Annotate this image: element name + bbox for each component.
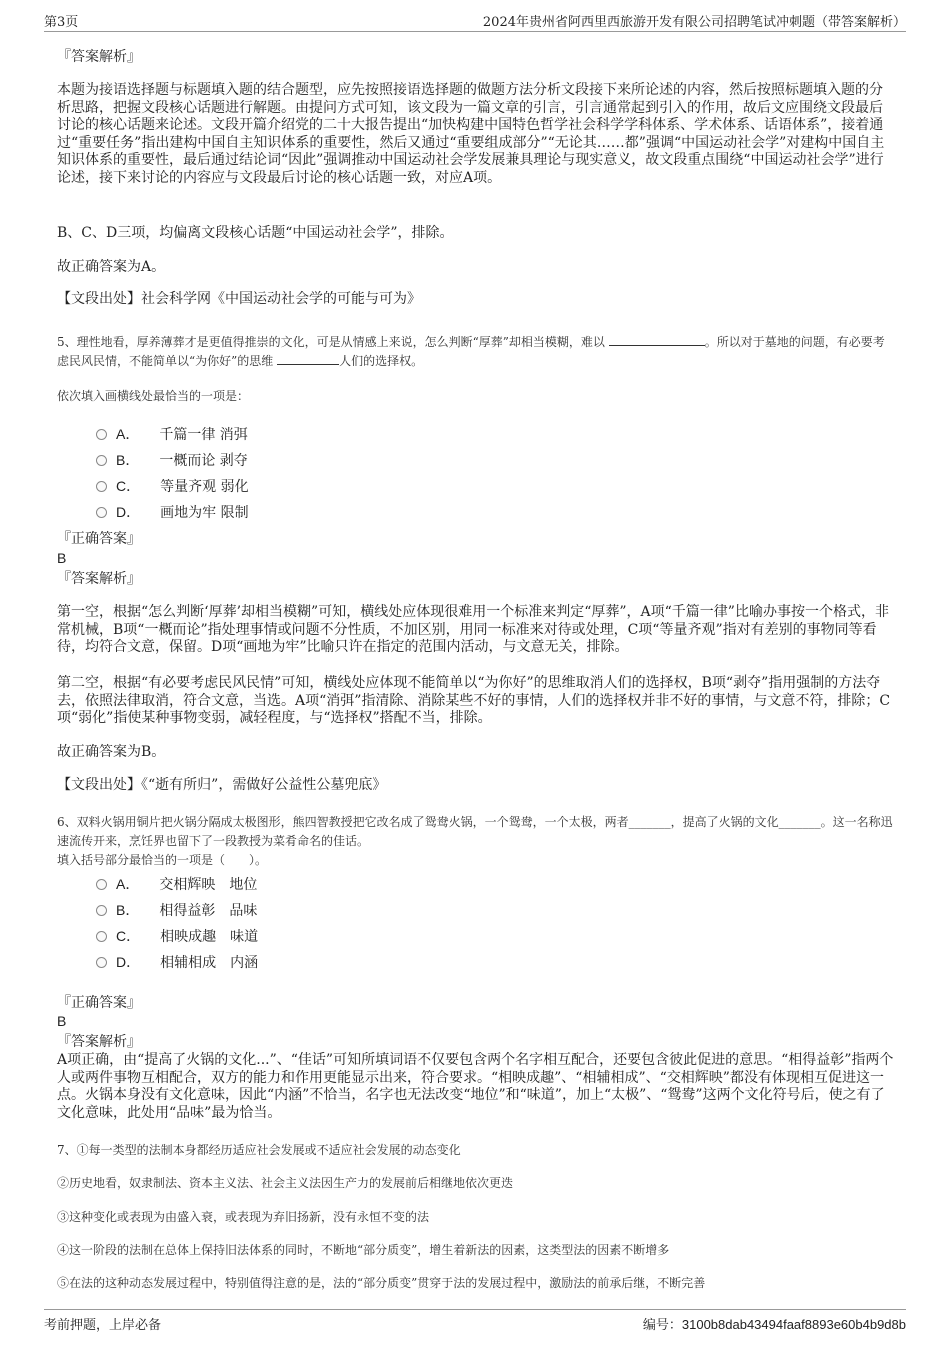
q5-answer-label: 『正确答案』 <box>57 531 141 547</box>
q6-answer-label: 『正确答案』 <box>57 995 141 1011</box>
q7-line-4: ④这一阶段的法制在总体上保持旧法体系的同时，不断地“部分质变”，增生着新法的因素，这类型法的因素不断增多 <box>57 1243 670 1257</box>
q5-stem-part-a: 5、理性地看，厚养薄葬才是更值得推崇的文化，可是从情感上来说，怎么判断“厚葬”却相当模糊，难以 <box>57 335 605 349</box>
q7-line-3: ③这种变化或表现为由盛入衰，或表现为弃旧扬新，没有永恒不变的法 <box>57 1210 430 1224</box>
q6-analysis-paragraph: A项正确，由“提高了火锅的文化...”、“佳话”可知所填词语不仅要包含两个名字相互配合，还要包含彼此促进的意思。“相得益彰”指两个人或两件事物互相配合，双方的能力和作用更能显示出来，符合要求。“相映成趣”、“相辅相成”、“交相辉映”都没有体现相互促进这一点。火锅本身没有文化意味，因此“内涵”不恰当，名字也无法改变“地位”和“味道”，加上“太极”、“鸳鸯”这两个文化符号后，使之有了文化意味，此处用“品味”最为恰当。 <box>57 1052 894 1121</box>
q4-analysis-label: 『答案解析』 <box>57 49 141 65</box>
q5-stem-part-c: 人们的选择权。 <box>339 354 424 368</box>
q5-prompt: 依次填入画横线处最恰当的一项是： <box>57 389 250 403</box>
q6-option-d[interactable]: D． 相辅相成 内涵 <box>96 953 258 971</box>
q6-analysis-label: 『答案解析』 <box>57 1034 141 1050</box>
page-number: 第3页 <box>44 15 79 30</box>
q5-conclusion: 故正确答案为B。 <box>57 744 166 760</box>
q5-option-d[interactable]: D． 画地为牢 限制 <box>96 503 249 521</box>
q5-answer-value: B <box>57 550 67 566</box>
q5-analysis-para-1: 第一空，根据“怎么判断‘厚葬’却相当模糊”可知，横线处应体现很难用一个标准来判定“厚葬”，A项“千篇一律”比喻办事按一个格式，非常机械，B项“一概而论”指处理事情或问题不分性质，不加区别，用同一标准来对待或处理，C项“等量齐观”指对有差别的事物同等看待，均符合文意，保留。D项“画地为牢”比喻只许在指定的范围内活动，与文意无关，排除。 <box>57 604 889 655</box>
q6-answer-value: B <box>57 1013 67 1029</box>
q7-line-5: ⑤在法的这种动态发展过程中，特别值得注意的是，法的“部分质变”贯穿于法的发展过程中，激励法的前承后继，不断完善 <box>57 1276 706 1290</box>
footer-code-label: 编号： <box>642 1318 682 1333</box>
q4-conclusion: 故正确答案为A。 <box>57 259 166 275</box>
q6-option-c[interactable]: C． 相映成趣 味道 <box>96 927 258 945</box>
radio-icon[interactable] <box>96 507 107 518</box>
q5-option-c[interactable]: C． 等量齐观 弱化 <box>96 477 249 495</box>
q5-analysis-para-2: 第二空，根据“有必要考虑民风民情”可知，横线处应体现不能简单以“为你好”的思维取消人们的选择权，B项“剥夺”指用强制的方法夺去，依照法律取消，符合文意，当选。A项“消弭”指清除、消除某些不好的事情，人们的选择权并非不好的事情，与文意不符，排除；C项“弱化”指使某种事物变弱，减轻程度，与“选择权”搭配不当，排除。 <box>57 675 891 726</box>
q4-exclude-text: B、C、D三项，均偏离文段核心话题“中国运动社会学”，排除。 <box>57 225 454 241</box>
radio-icon[interactable] <box>96 481 107 492</box>
q5-stem <box>57 333 895 371</box>
q5-stem-part-b: 。所以对于墓地的问题，有必要考虑民风民情，不能简单以“为你好”的思维 <box>57 335 885 368</box>
footer-divider <box>44 1309 906 1310</box>
q7-line-2: ②历史地看，奴隶制法、资本主义法、社会主义法因生产力的发展前后相继地依次更迭 <box>57 1176 514 1190</box>
radio-icon[interactable] <box>96 879 107 890</box>
footer-code <box>643 1314 906 1333</box>
header-divider <box>44 31 906 32</box>
q5-blank-1 <box>609 333 705 346</box>
q6-option-b[interactable]: B． 相得益彰 品味 <box>96 901 257 919</box>
q4-analysis-paragraph: 本题为接语选择题与标题填入题的结合题型，应先按照接语选择题的做题方法分析文段接下来所论述的内容，然后按照标题填入题的分析思路，把握文段核心话题进行解题。由提问方式可知，该文段为一篇文章的引言，引言通常起到引入的作用，故后文应围绕文段最后讨论的核心话题来论述。文段开篇介绍党的二十大报告提出“加快构建中国特色哲学社会科学学科体系、学术体系、话语体系”，接着通过“重要任务”指出建构中国自主知识体系的重要性，然后又通过“重要组成部分”“无论其……都”强调“中国运动社会学”对建构中国自主知识体系的重要性，最后通过结论词“因此”强调推动中国运动社会学发展兼具理论与现实意义，故文段重点围绕“中国运动社会学”进行论述，接下来讨论的内容应与文段最后讨论的核心话题一致，对应A项。 <box>57 82 885 186</box>
q6-option-a[interactable]: A． 交相辉映 地位 <box>96 875 257 893</box>
q5-option-a[interactable]: A． 千篇一律 消弭 <box>96 425 248 443</box>
q6-stem-part-b: _______。这一名称迅速流传开来，烹饪界也留下了一段教授为菜肴命名的佳话。 <box>57 815 893 848</box>
q4-source: 【文段出处】社会科学网《中国运动社会学的可能与可为》 <box>57 291 421 307</box>
q5-analysis-label: 『答案解析』 <box>57 571 141 587</box>
radio-icon[interactable] <box>96 905 107 916</box>
q6-stem-part-a: 6、双料火锅用铜片把火锅分隔成太极图形，熊四智教授把它改名成了鸳鸯火锅，一个鸳鸯，一个太极，两者_______，提高了火锅的文化 <box>57 815 779 829</box>
q6-stem <box>57 813 895 851</box>
q5-blank-2 <box>277 352 339 365</box>
radio-icon[interactable] <box>96 931 107 942</box>
q5-option-b[interactable]: B． 一概而论 剥夺 <box>96 451 248 469</box>
q6-prompt: 填入括号部分最恰当的一项是（ ）。 <box>57 853 268 867</box>
radio-icon[interactable] <box>96 429 107 440</box>
footer-slogan: 考前押题，上岸必备 <box>44 1318 162 1333</box>
radio-icon[interactable] <box>96 957 107 968</box>
radio-icon[interactable] <box>96 455 107 466</box>
q7-line-1: 7、①每一类型的法制本身都经历适应社会发展或不适应社会发展的动态变化 <box>57 1143 461 1157</box>
document-title: 2024年贵州省阿西里西旅游开发有限公司招聘笔试冲刺题（带答案解析） <box>482 15 906 30</box>
q5-source: 【文段出处】《“逝有所归”，需做好公益性公墓兜底》 <box>57 777 387 793</box>
footer-code-value: 3100b8dab43494faaf8893e60b4b9d8b <box>681 1317 906 1332</box>
